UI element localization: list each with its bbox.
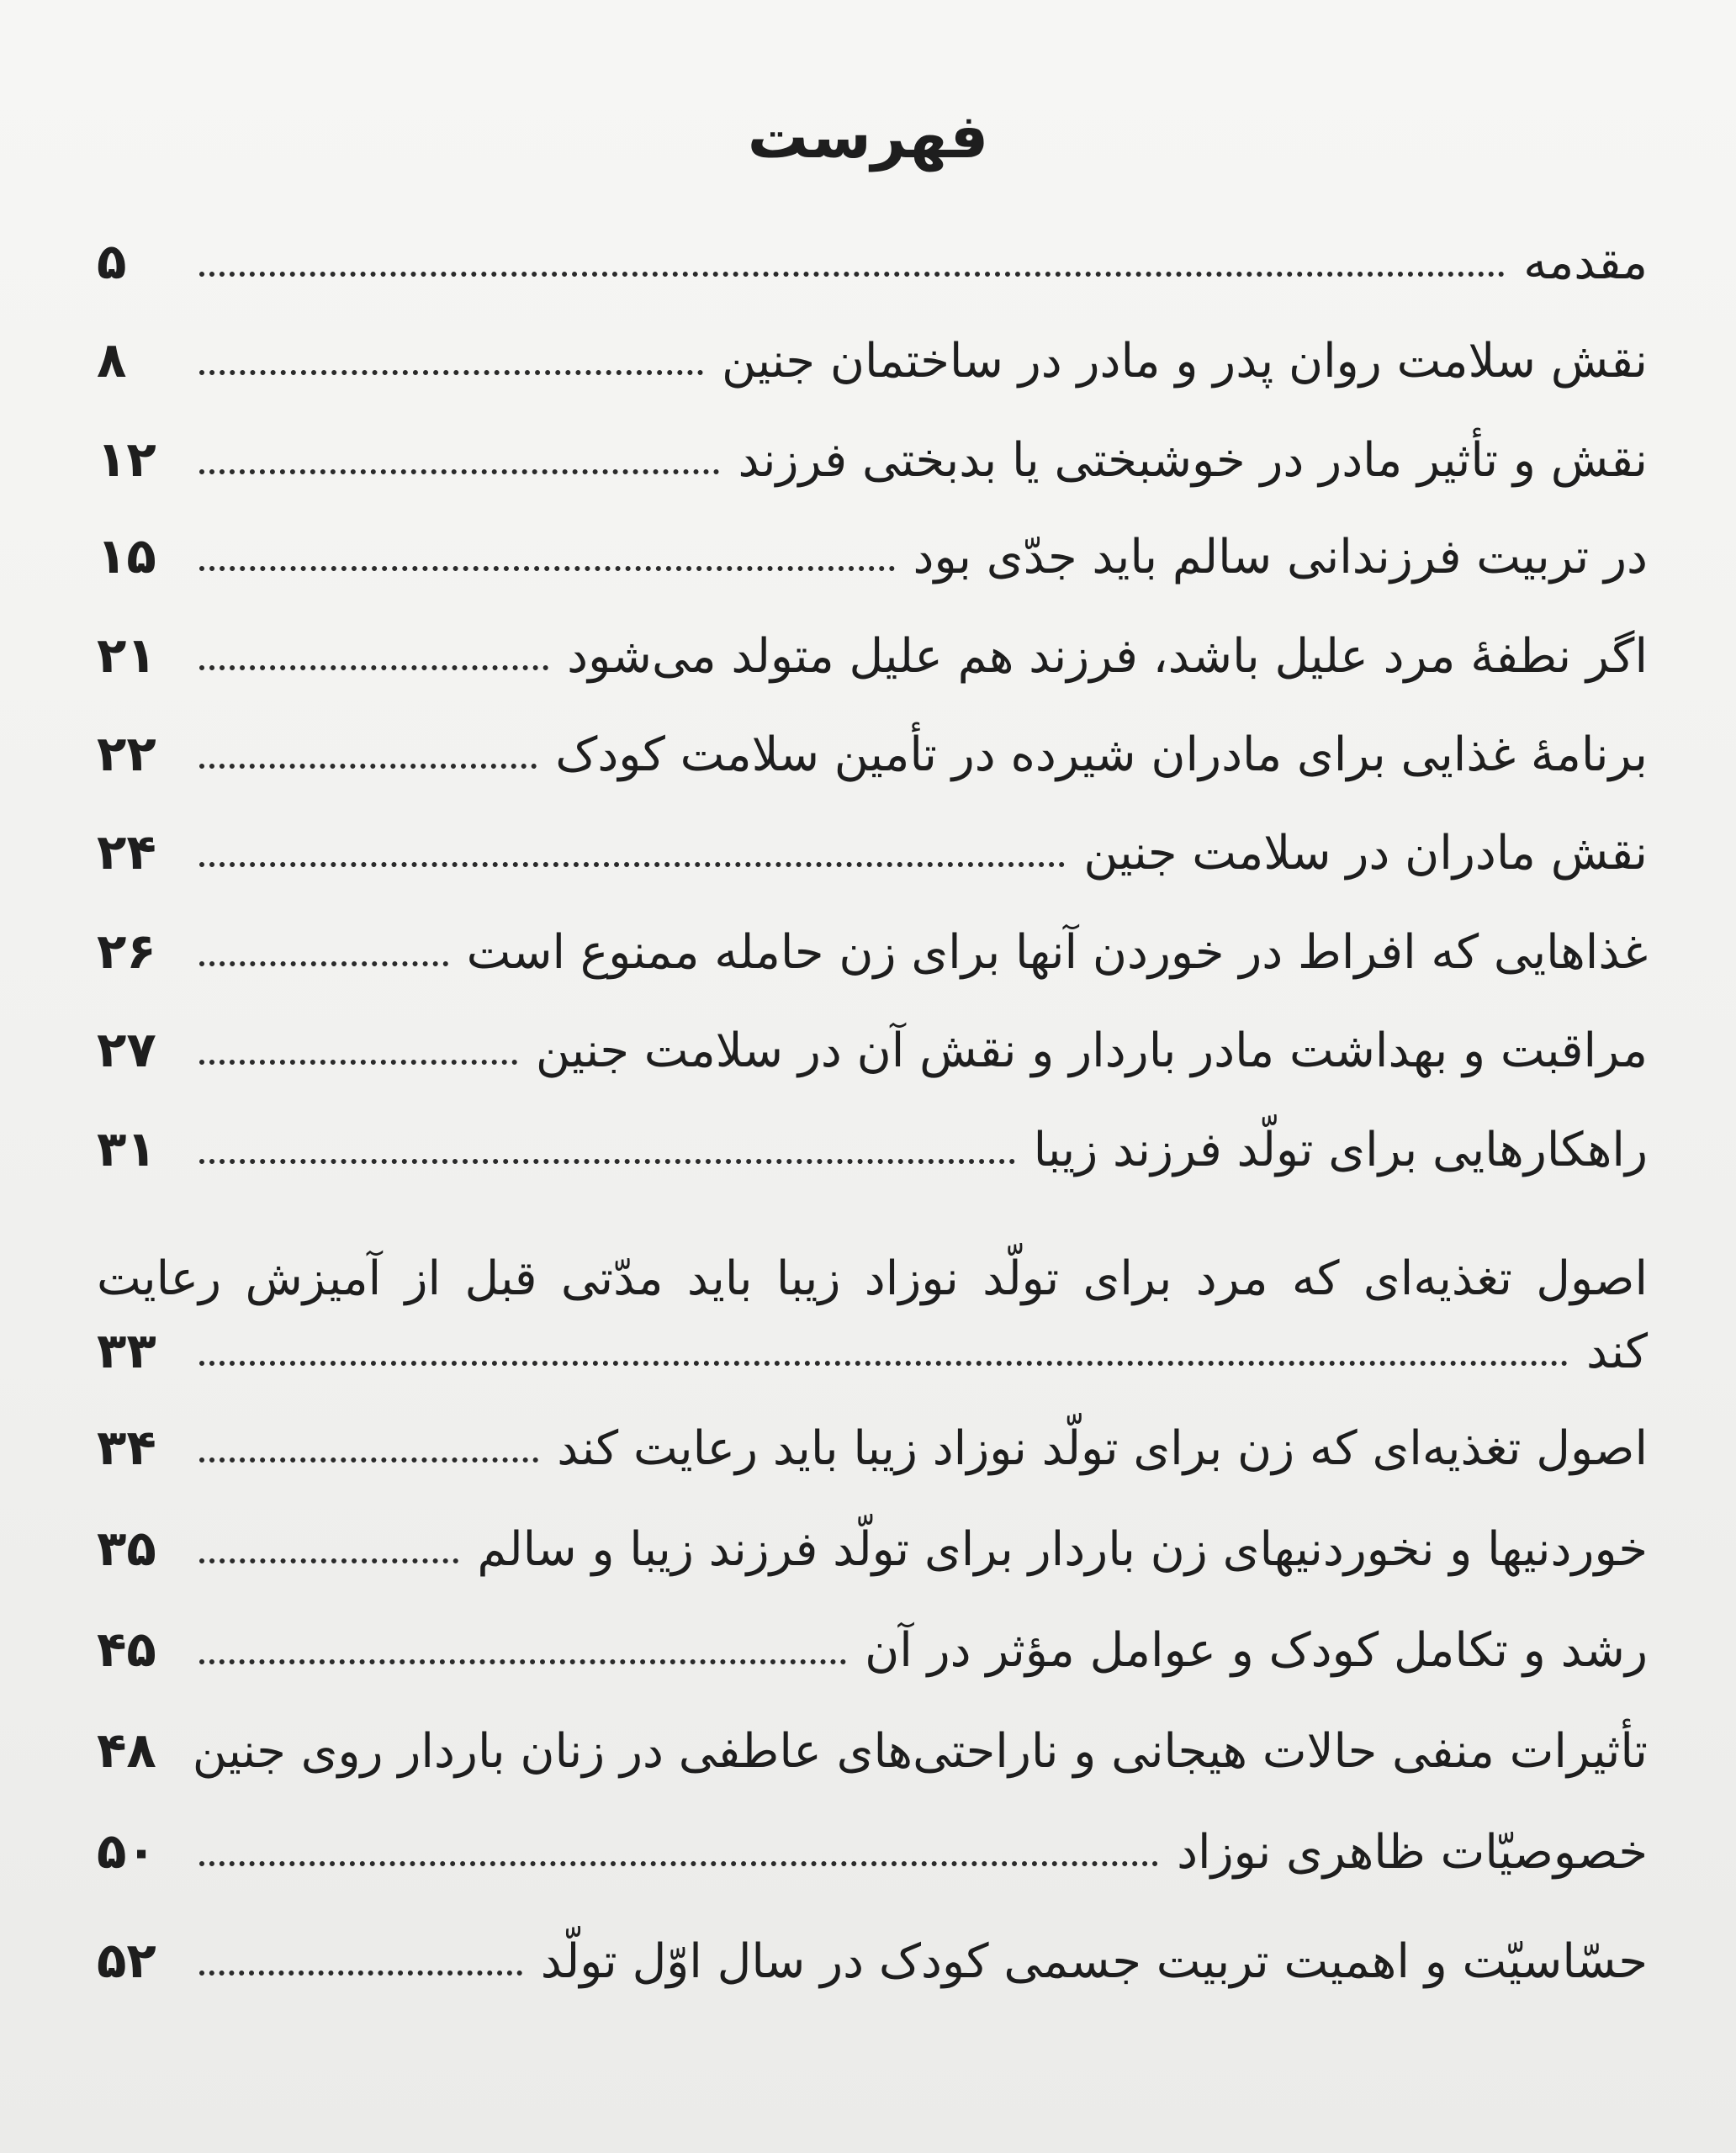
entry-page: ۵۰	[97, 1822, 156, 1881]
toc-entry	[97, 788, 1648, 881]
toc-entry	[97, 296, 1648, 389]
entry-title-block	[97, 1252, 1648, 1379]
dot-leader	[199, 1060, 517, 1065]
entry-page: ۲۱	[97, 627, 156, 685]
entry-title: برنامهٔ غذایی برای مادران شیرده در تأمین سلامت کودک	[555, 727, 1648, 782]
toc-entry	[97, 1686, 1648, 1779]
dot-leader	[199, 1558, 458, 1563]
toc-entry	[97, 1383, 1648, 1476]
entry-title: تأثیرات منفی حالات هیجانی و ناراحتی‌های عاطفی در زنان باردار روی جنین	[192, 1723, 1648, 1779]
dot-leader	[199, 1659, 846, 1664]
dot-leader	[199, 862, 1065, 867]
entry-page: ۱۲	[97, 431, 156, 489]
entry-title: اگر نطفهٔ مرد علیل باشد، فرزند هم علیل متولد می‌شود	[567, 628, 1648, 684]
toc-entry	[97, 395, 1648, 488]
dot-leader	[199, 1159, 1015, 1164]
entry-title: خوردنیها و نخوردنیهای زن باردار برای تولّد فرزند زیبا و سالم	[477, 1521, 1648, 1577]
entry-page: ۵۲	[97, 1932, 156, 1990]
entry-title: نقش مادران در سلامت جنین	[1083, 825, 1648, 881]
toc-entry	[97, 1585, 1648, 1678]
entry-page: ۵	[97, 233, 127, 291]
entry-page: ۲۶	[97, 923, 156, 981]
table-of-contents	[97, 0, 1648, 2153]
dot-leader	[199, 764, 537, 769]
toc-entry	[97, 887, 1648, 980]
entry-page: ۳۳	[97, 1322, 156, 1380]
dot-leader	[199, 272, 1505, 277]
entry-page: ۳۱	[97, 1120, 156, 1178]
toc-entry	[97, 1085, 1648, 1177]
toc-entry	[97, 1896, 1648, 1989]
entry-title-line2: کند	[1586, 1324, 1648, 1379]
dot-leader	[199, 1361, 1568, 1366]
toc-entry	[97, 591, 1648, 684]
toc-entry	[97, 492, 1648, 585]
entry-title: خصوصیّات ظاهری نوزاد	[1177, 1824, 1648, 1880]
entry-title: اصول تغذیه‌ای که زن برای تولّد نوزاد زیبا باید رعایت کند	[557, 1420, 1648, 1476]
entry-title: غذاهایی که افراط در خوردن آنها برای زن حامله ممنوع است	[466, 924, 1648, 980]
entry-page: ۲۲	[97, 725, 156, 783]
page-title: فهرست	[747, 101, 989, 172]
entry-title: مقدمه	[1523, 235, 1648, 290]
entry-page: ۸	[97, 331, 127, 389]
toc-entry	[97, 1186, 1648, 1379]
dot-leader	[199, 961, 448, 966]
entry-title: در تربیت فرزندانی سالم باید جدّی بود	[913, 529, 1648, 585]
toc-entry	[97, 986, 1648, 1078]
entry-page: ۴۵	[97, 1621, 156, 1679]
dot-leader	[199, 370, 703, 375]
entry-title: حسّاسیّت و اهمیت تربیت جسمی کودک در سال اوّل تولّد	[540, 1933, 1648, 1989]
entry-title: رشد و تکامل کودک و عوامل مؤثر در آن	[865, 1622, 1648, 1678]
entry-page: ۲۴	[97, 823, 156, 881]
toc-entry	[97, 198, 1648, 290]
entry-page: ۴۸	[97, 1722, 156, 1780]
dot-leader	[199, 1970, 522, 1976]
toc-entry	[97, 690, 1648, 782]
entry-title-line1: اصول تغذیه‌ای که مرد برای تولّد نوزاد زیبا باید مدّتی قبل از آمیزش رعایت	[97, 1251, 1648, 1306]
entry-title-line2-row	[97, 1323, 1648, 1379]
entry-page: ۱۵	[97, 527, 156, 585]
entry-page: ۳۴	[97, 1419, 156, 1477]
dot-leader	[199, 566, 895, 571]
entry-title: نقش و تأثیر مادر در خوشبختی یا بدبختی فرزند	[738, 432, 1648, 488]
entry-title: نقش سلامت روان پدر و مادر در ساختمان جنین	[722, 333, 1648, 389]
entry-title: راهکارهایی برای تولّد فرزند زیبا	[1033, 1122, 1648, 1177]
dot-leader	[199, 1457, 538, 1463]
toc-entry	[97, 1787, 1648, 1880]
entry-page: ۲۷	[97, 1021, 156, 1079]
dot-leader	[199, 469, 719, 474]
entry-title: مراقبت و بهداشت مادر باردار و نقش آن در سلامت جنین	[535, 1023, 1648, 1078]
dot-leader	[199, 1861, 1158, 1866]
entry-page: ۳۵	[97, 1520, 156, 1578]
dot-leader	[199, 665, 548, 670]
toc-entry	[97, 1484, 1648, 1577]
